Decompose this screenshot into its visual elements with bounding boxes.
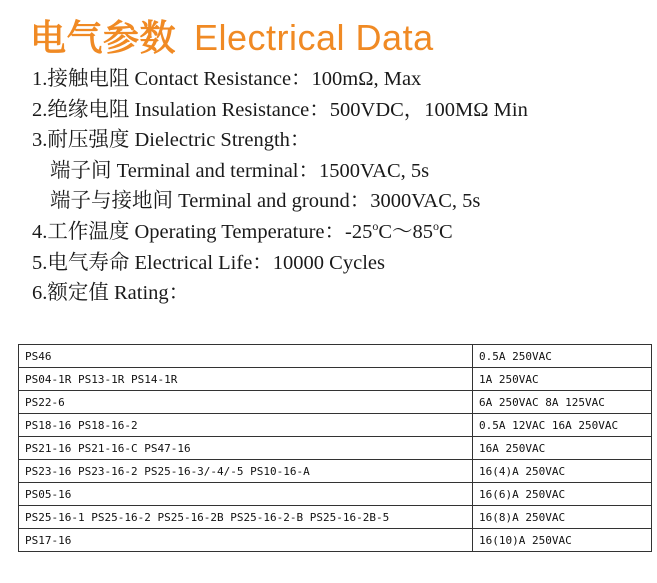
model-cell: PS04-1R PS13-1R PS14-1R — [19, 368, 473, 391]
model-cell: PS17-16 — [19, 529, 473, 552]
spec-operating-temperature — [32, 217, 652, 248]
model-cell: PS46 — [19, 345, 473, 368]
model-cell: PS25-16-1 PS25-16-2 PS25-16-2B PS25-16-2-B PS25-16-2B-5 — [19, 506, 473, 529]
degree-mark: o — [433, 218, 440, 233]
rating-cell: 16(10)A 250VAC — [473, 529, 652, 552]
table-row — [19, 483, 652, 506]
spec-dielectric-strength: 3.耐压强度 Dielectric Strength： — [32, 129, 311, 152]
rating-cell: 16(6)A 250VAC — [473, 483, 652, 506]
rating-cell: 16(4)A 250VAC — [473, 460, 652, 483]
rating-cell: 0.5A 250VAC — [473, 345, 652, 368]
spec-list — [32, 64, 652, 309]
model-cell: PS05-16 — [19, 483, 473, 506]
rating-cell: 0.5A 12VAC 16A 250VAC — [473, 414, 652, 437]
table-row — [19, 529, 652, 552]
model-cell: PS18-16 PS18-16-2 — [19, 414, 473, 437]
spec-electrical-life: 5.电气寿命 Electrical Life：10000 Cycles — [32, 251, 385, 274]
table-row — [19, 506, 652, 529]
rating-cell: 6A 250VAC 8A 125VAC — [473, 391, 652, 414]
spec-contact-resistance: 1.接触电阻 Contact Resistance：100mΩ, Max — [32, 68, 422, 90]
temp-suffix: C — [439, 220, 453, 243]
rating-table — [18, 344, 652, 552]
model-cell: PS21-16 PS21-16-C PS47-16 — [19, 437, 473, 460]
spec-rating-label: 6.额定值 Rating： — [32, 282, 190, 305]
rating-cell: 1A 250VAC — [473, 368, 652, 391]
title-english: Electrical Data — [194, 17, 434, 58]
table-row — [19, 368, 652, 391]
table-row — [19, 460, 652, 483]
rating-cell: 16(8)A 250VAC — [473, 506, 652, 529]
model-cell: PS23-16 PS23-16-2 PS25-16-3/-4/-5 PS10-16-A — [19, 460, 473, 483]
page-title — [30, 10, 434, 60]
temp-mid: C～85 — [378, 220, 434, 243]
table-row — [19, 391, 652, 414]
table-row — [19, 437, 652, 460]
table-row — [19, 345, 652, 368]
spec-terminal-terminal: 端子间 Terminal and terminal：1500VAC, 5s — [50, 159, 430, 182]
degree-mark: o — [372, 218, 379, 233]
spec-insulation-resistance: 2.绝缘电阻 Insulation Resistance：500VDC，100MΩ Min — [32, 98, 528, 121]
rating-cell: 16A 250VAC — [473, 437, 652, 460]
temp-prefix: 4.工作温度 Operating Temperature：-25 — [32, 220, 373, 243]
title-chinese: 电气参数 — [30, 17, 177, 58]
table-row — [19, 414, 652, 437]
spec-terminal-ground: 端子与接地间 Terminal and ground：3000VAC, 5s — [50, 190, 481, 213]
model-cell: PS22-6 — [19, 391, 473, 414]
